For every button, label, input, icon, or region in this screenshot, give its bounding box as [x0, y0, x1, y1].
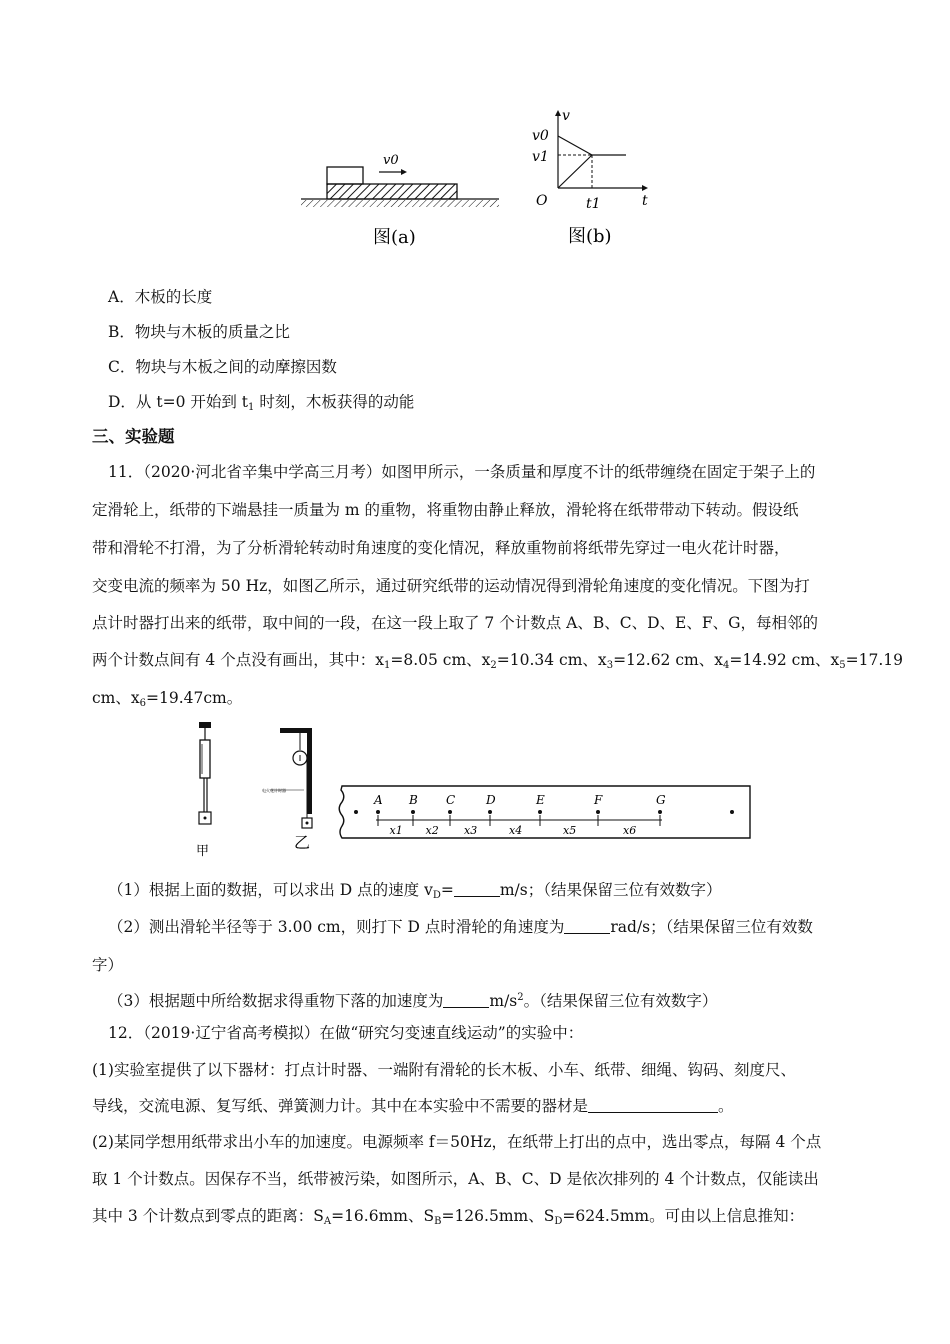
v0-tick-label: v0: [532, 128, 549, 144]
option-b: B．物块与木板的质量之比: [108, 323, 290, 341]
v0-label: v0: [383, 153, 399, 168]
q11-line-5: 点计时器打出来的纸带，取中间的一段，在这一段上取了 7 个计数点 A、B、C、D、E、F、G，每相邻的: [92, 614, 818, 632]
tape-point-e: [538, 810, 542, 814]
tape-point-a: [376, 810, 380, 814]
board-velocity-line: [558, 155, 592, 188]
origin-label: O: [536, 193, 548, 209]
label-yi: 乙: [294, 833, 311, 852]
q12-line-4: (2)某同学想用纸带求出小车的加速度。电源频率 f＝50Hz，在纸带上打出的点中，选出零点，每隔 4 个点: [92, 1133, 822, 1151]
tape-point-label-g: G: [656, 793, 666, 807]
tape-segment-label-x5: x5: [563, 824, 577, 837]
q12-line-5: 取 1 个计数点。因保存不当，纸带被污染，如图所示，A、B、C、D 是依次排列的 4 个计数点，仅能读出: [92, 1170, 819, 1188]
tape-point-c: [448, 810, 452, 814]
q11-part-3: （3）根据题中所给数据求得重物下落的加速度为 $m/s^2$。（结果保留三位有效数字）: [108, 992, 718, 1010]
q11-line-6: 两个计数点间有 4 个点没有画出，其中：$x_1=8.05$ cm、$x_2=10.34$ cm、$x_3=12.62$ cm、$x_4=14.92$ cm、$x_5=17.19$: [92, 651, 904, 671]
q11-part-1: （1）根据上面的数据，可以求出 D 点的速度 $v_D= m/s$；（结果保留三位有效数字）: [108, 881, 722, 901]
tape-point-label-d: D: [486, 793, 496, 807]
paper-tape-figure: [336, 782, 756, 844]
tape-point-label-c: C: [446, 793, 456, 807]
option-a: A．木板的长度: [108, 288, 213, 306]
q12-line-1: 12．（2019·辽宁省高考模拟）在做“研究匀变速直线运动”的实验中：: [108, 1024, 584, 1042]
label-jia: 甲: [196, 844, 210, 858]
q11-part-2-cont: 字）: [92, 956, 124, 974]
q11-line-1: 11．（2020·河北省辛集中学高三月考）如图甲所示，一条质量和厚度不计的纸带缠绕在固定于架子上的: [108, 463, 816, 481]
section-title: 三、实验题: [92, 427, 175, 446]
tape-segment-label-x1: x1: [389, 824, 403, 837]
figure-a: [295, 140, 505, 250]
q12-line-3: 导线，交流电源、复写纸、弹簧测力计。其中在本实验中不需要的器材是 。: [92, 1097, 734, 1115]
q11-line-2: 定滑轮上，纸带的下端悬挂一质量为 m 的重物，将重物由静止释放，滑轮将在纸带带动下转动。假设纸: [92, 501, 799, 519]
figure-a-caption: 图(a): [373, 227, 416, 248]
answer-blank-omega[interactable]: [564, 918, 610, 934]
board: [327, 184, 457, 199]
tape-segment-label-x3: x3: [464, 824, 478, 837]
tape-point-b: [411, 810, 415, 814]
option-c: C．物块与木板之间的动摩擦因数: [108, 358, 337, 376]
figure-b: [520, 108, 660, 250]
figure-b-caption: 图(b): [568, 226, 612, 247]
tape-point-label-f: F: [594, 793, 603, 807]
answer-blank-vd[interactable]: [454, 881, 500, 897]
axis-t-label: t: [642, 193, 648, 209]
tape-point-f: [596, 810, 600, 814]
timer-label: 电火花计时器: [262, 788, 286, 793]
tape-segment-label-x4: x4: [509, 824, 523, 837]
q12-line-2: (1)实验室提供了以下器材：打点计时器、一端附有滑轮的长木板、小车、纸带、细绳、钩码、刻度尺、: [92, 1061, 796, 1079]
q11-line-4: 交变电流的频率为 50 Hz，如图乙所示，通过研究纸带的运动情况得到滑轮角速度的变化情况。下图为打: [92, 577, 810, 595]
q11-line-7: cm、$x_6=19.47cm$。: [92, 689, 243, 709]
block-velocity-line: [558, 136, 592, 155]
answer-blank-equipment[interactable]: [588, 1097, 718, 1113]
q12-line-6: 其中 3 个计数点到零点的距离：$S_A=16.6mm$、$S_B=126.5mm$、$S_D=624.5mm$。可由以上信息推知：: [92, 1207, 805, 1227]
tape-point-g: [658, 810, 662, 814]
tape-segment-label-x2: x2: [425, 824, 439, 837]
tape-point-label-a: A: [374, 793, 383, 807]
t1-tick-label: t1: [586, 196, 601, 212]
block: [327, 167, 363, 184]
answer-blank-accel[interactable]: [443, 992, 489, 1008]
tape-point-label-b: B: [409, 793, 418, 807]
q11-line-3: 带和滑轮不打滑，为了分析滑轮转动时角速度的变化情况，释放重物前将纸带先穿过一电火花计时器，: [92, 539, 790, 557]
tape-point-label-e: E: [536, 793, 545, 807]
apparatus-figure: [190, 718, 330, 858]
tape-point-d: [488, 810, 492, 814]
axis-v-label: v: [562, 108, 570, 124]
q11-part-2: （2）测出滑轮半径等于 3.00 cm，则打下 D 点时滑轮的角速度为 rad/s；（结果保留三位有效数: [108, 918, 813, 936]
tape-segment-label-x6: x6: [623, 824, 637, 837]
option-d: D．从 t=0 开始到 $t_1$ 时刻，木板获得的动能: [108, 393, 415, 413]
v1-tick-label: v1: [532, 149, 549, 165]
